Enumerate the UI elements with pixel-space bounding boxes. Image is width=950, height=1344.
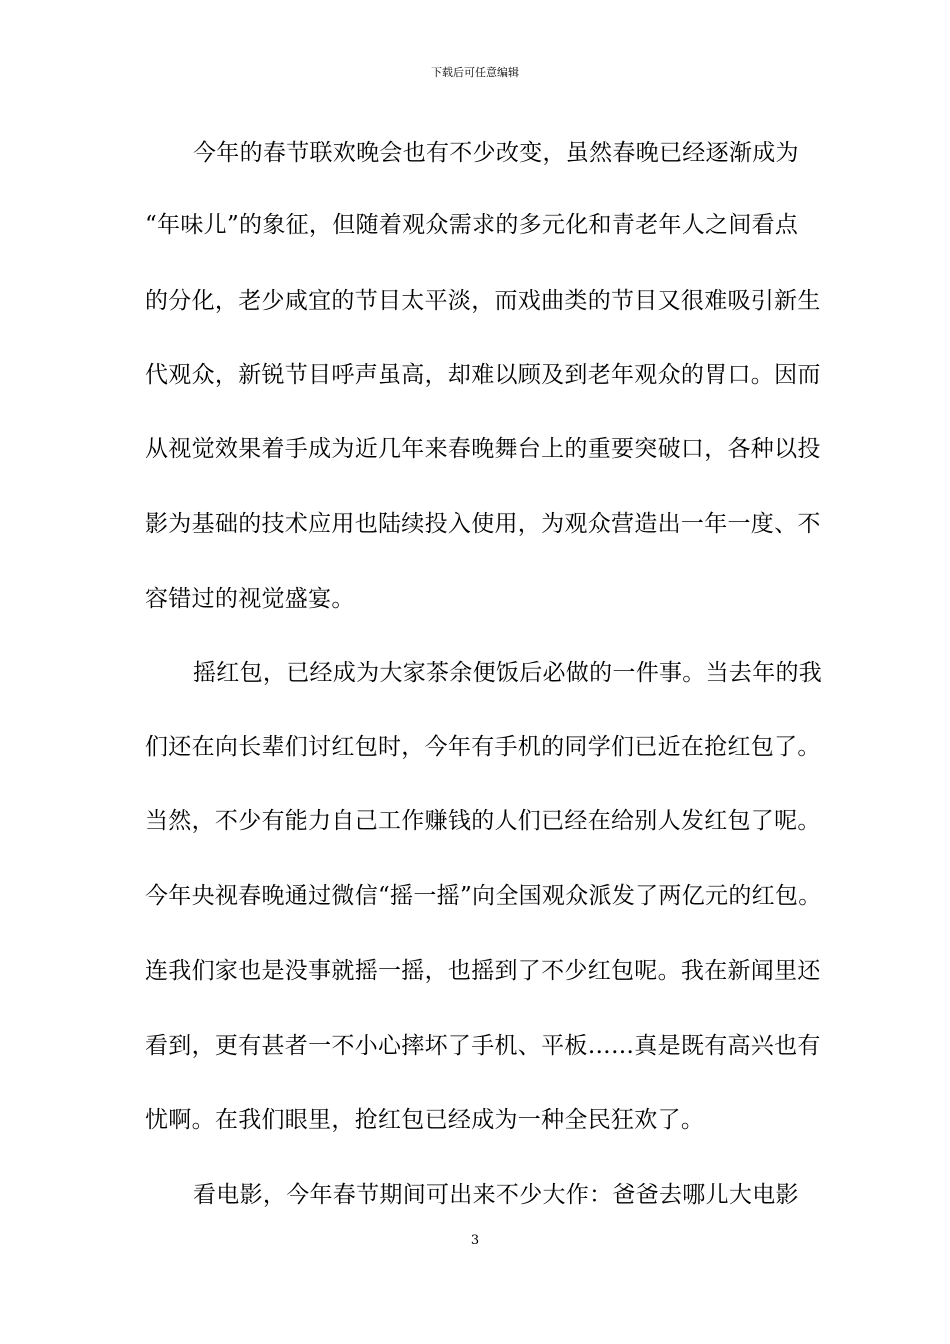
paragraph-2-line-7: 忧啊。在我们眼里，抢红包已经成为一种全民狂欢了。 <box>145 1107 705 1133</box>
paragraph-1-line-7: 容错过的视觉盛宴。 <box>145 586 355 612</box>
paragraph-2-line-5: 连我们家也是没事就摇一摇，也摇到了不少红包呢。我在新闻里还 <box>145 958 821 984</box>
paragraph-1-line-1: 今年的春节联欢晚会也有不少改变，虽然春晚已经逐渐成为 <box>193 140 799 166</box>
page-header: 下载后可任意编辑 <box>431 66 519 79</box>
paragraph-2-line-1: 摇红包，已经成为大家茶余便饭后必做的一件事。当去年的我 <box>193 660 823 686</box>
paragraph-1-line-5: 从视觉效果着手成为近几年来春晚舞台上的重要突破口，各种以投 <box>145 436 821 462</box>
paragraph-1-line-3: 的分化，老少咸宜的节目太平淡，而戏曲类的节目又很难吸引新生 <box>145 288 821 314</box>
paragraph-1-line-6: 影为基础的技术应用也陆续投入使用，为观众营造出一年一度、不 <box>145 511 821 537</box>
paragraph-2-line-3: 当然，不少有能力自己工作赚钱的人们已经在给别人发红包了呢。 <box>145 808 821 834</box>
paragraph-2-line-2: 们还在向长辈们讨红包时，今年有手机的同学们已近在抢红包了。 <box>145 734 821 760</box>
paragraph-3-line-1: 看电影，今年春节期间可出来不少大作：爸爸去哪儿大电影 <box>193 1182 799 1208</box>
paragraph-2-line-4: 今年央视春晚通过微信“摇一摇”向全国观众派发了两亿元的红包。 <box>145 883 822 909</box>
page-number: 3 <box>470 1233 480 1248</box>
paragraph-1-line-2: “年味儿”的象征，但随着观众需求的多元化和青老年人之间看点 <box>145 212 799 238</box>
paragraph-1-line-4: 代观众，新锐节目呼声虽高，却难以顾及到老年观众的胃口。因而 <box>145 362 821 388</box>
paragraph-2-line-6: 看到，更有甚者一不小心摔坏了手机、平板……真是既有高兴也有 <box>145 1033 821 1059</box>
